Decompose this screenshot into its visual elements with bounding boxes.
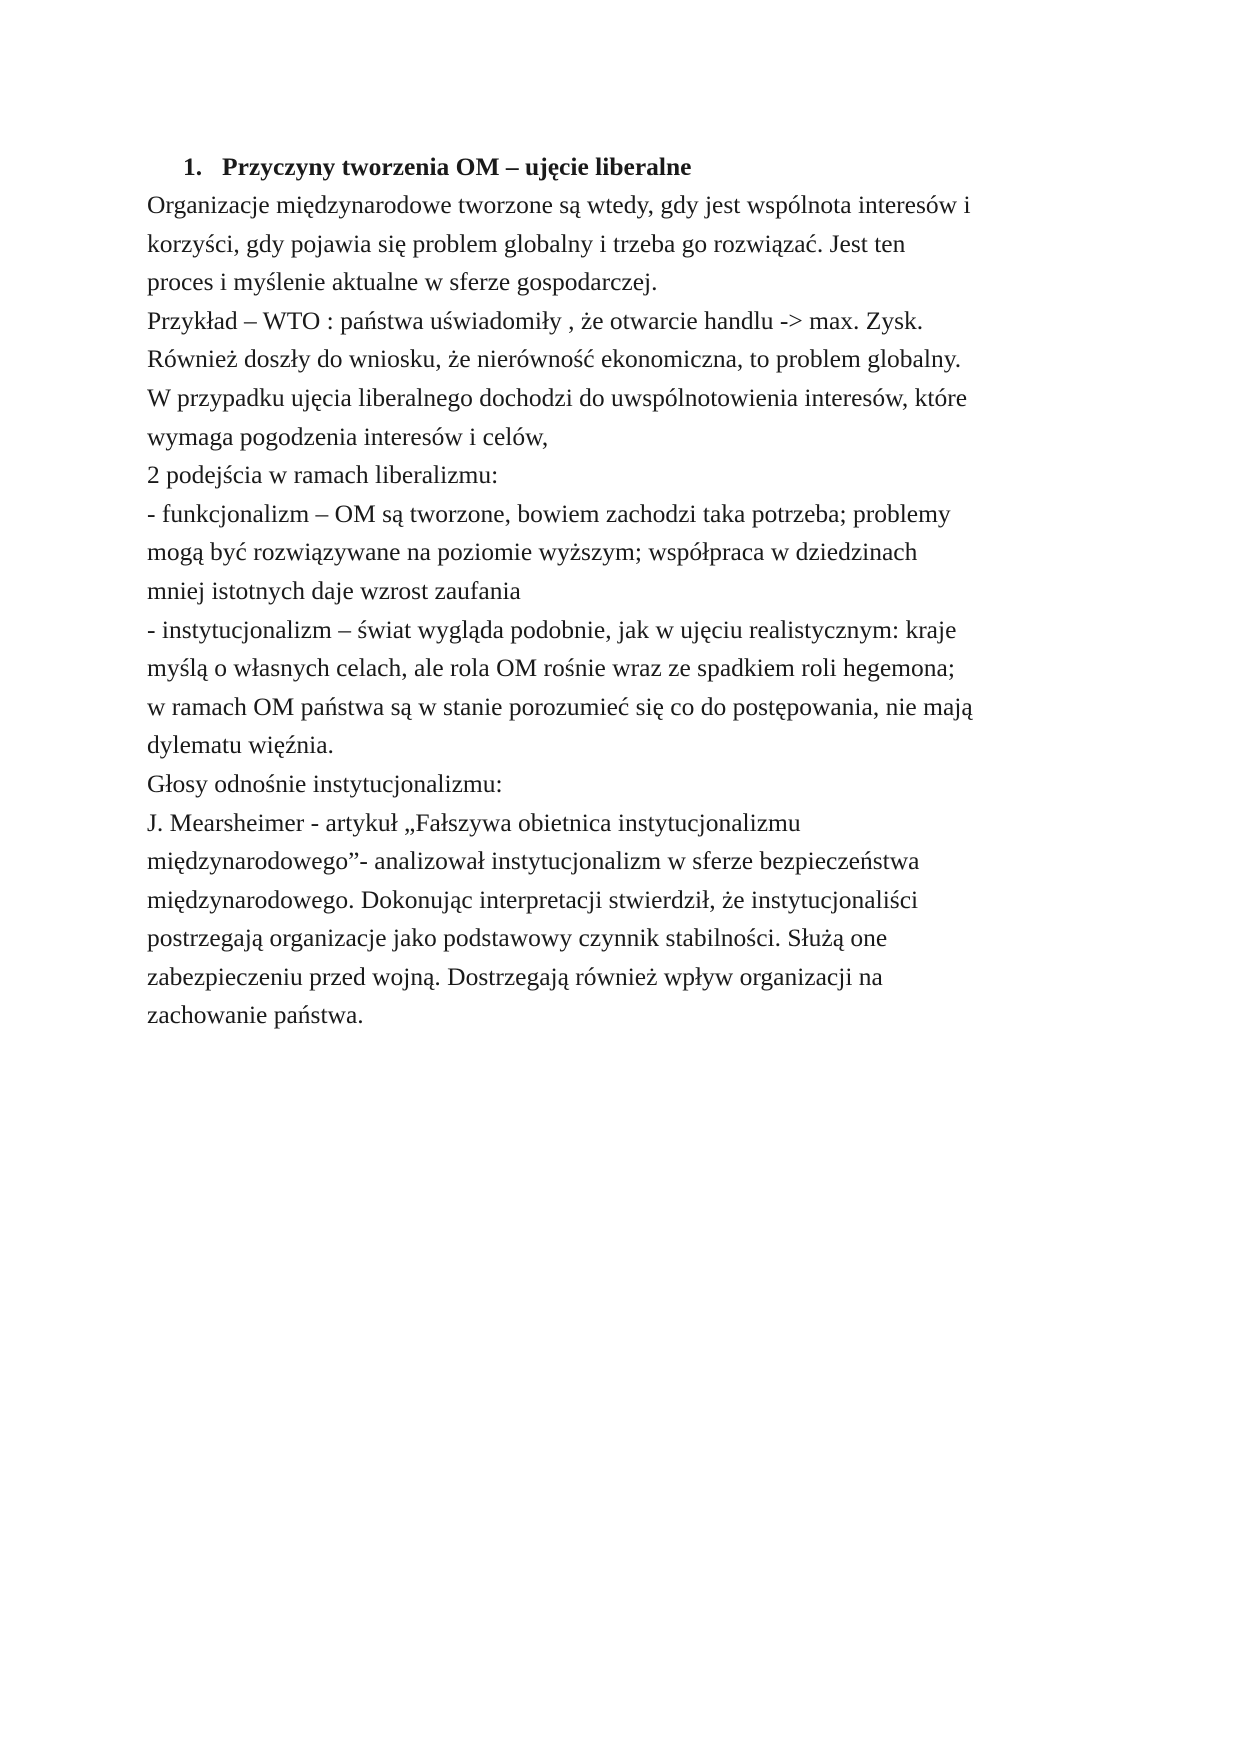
text-line: Głosy odnośnie instytucjonalizmu: (147, 768, 503, 798)
heading-number: 1. (183, 152, 203, 181)
text-line: zabezpieczeniu przed wojną. Dostrzegają również wpływ organizacji na (147, 961, 883, 991)
text-line: - funkcjonalizm – OM są tworzone, bowiem zachodzi taka potrzeba; problemy (147, 498, 951, 528)
text-line: proces i myślenie aktualne w sferze gospodarczej. (147, 267, 658, 297)
text-line: J. Mearsheimer - artykuł „Fałszywa obietnica instytucjonalizmu (147, 807, 801, 837)
text-line: 2 podejścia w ramach liberalizmu: (147, 460, 499, 490)
text-line: mniej istotnych daje wzrost zaufania (147, 575, 521, 605)
text-line: Przykład – WTO : państwa uświadomiły , że otwarcie handlu -> max. Zysk. (147, 305, 924, 335)
text-line: wymaga pogodzenia interesów i celów, (147, 421, 549, 451)
text-line: międzynarodowego”- analizował instytucjonalizm w sferze bezpieczeństwa (147, 846, 920, 876)
text-line: zachowanie państwa. (147, 1000, 364, 1030)
document-content (147, 148, 1107, 1035)
text-line: postrzegają organizacje jako podstawowy czynnik stabilności. Służą one (147, 923, 888, 953)
text-line: Organizacje międzynarodowe tworzone są wtedy, gdy jest wspólnota interesów i (147, 190, 971, 219)
text-line: Również doszły do wniosku, że nierówność ekonomiczna, to problem globalny. (147, 344, 962, 374)
text-line: W przypadku ujęcia liberalnego dochodzi do uwspólnotowienia interesów, które (147, 382, 968, 412)
body-text (147, 186, 1107, 1035)
text-line: w ramach OM państwa są w stanie porozumieć się co do postępowania, nie mają (147, 691, 973, 721)
text-line: mogą być rozwiązywane na poziomie wyższym; współpraca w dziedzinach (147, 537, 918, 567)
heading-title: Przyczyny tworzenia OM – ujęcie liberalne (222, 152, 692, 181)
text-line: dylematu więźnia. (147, 730, 334, 760)
text-line: myślą o własnych celach, ale rola OM rośnie wraz ze spadkiem roli hegemona; (147, 653, 955, 683)
text-line: międzynarodowego. Dokonując interpretacji stwierdził, że instytucjonaliści (147, 884, 919, 914)
section-heading (183, 148, 1107, 186)
text-line: - instytucjonalizm – świat wygląda podobnie, jak w ujęciu realistycznym: kraje (147, 614, 957, 644)
text-line: korzyści, gdy pojawia się problem globalny i trzeba go rozwiązać. Jest ten (147, 228, 906, 258)
